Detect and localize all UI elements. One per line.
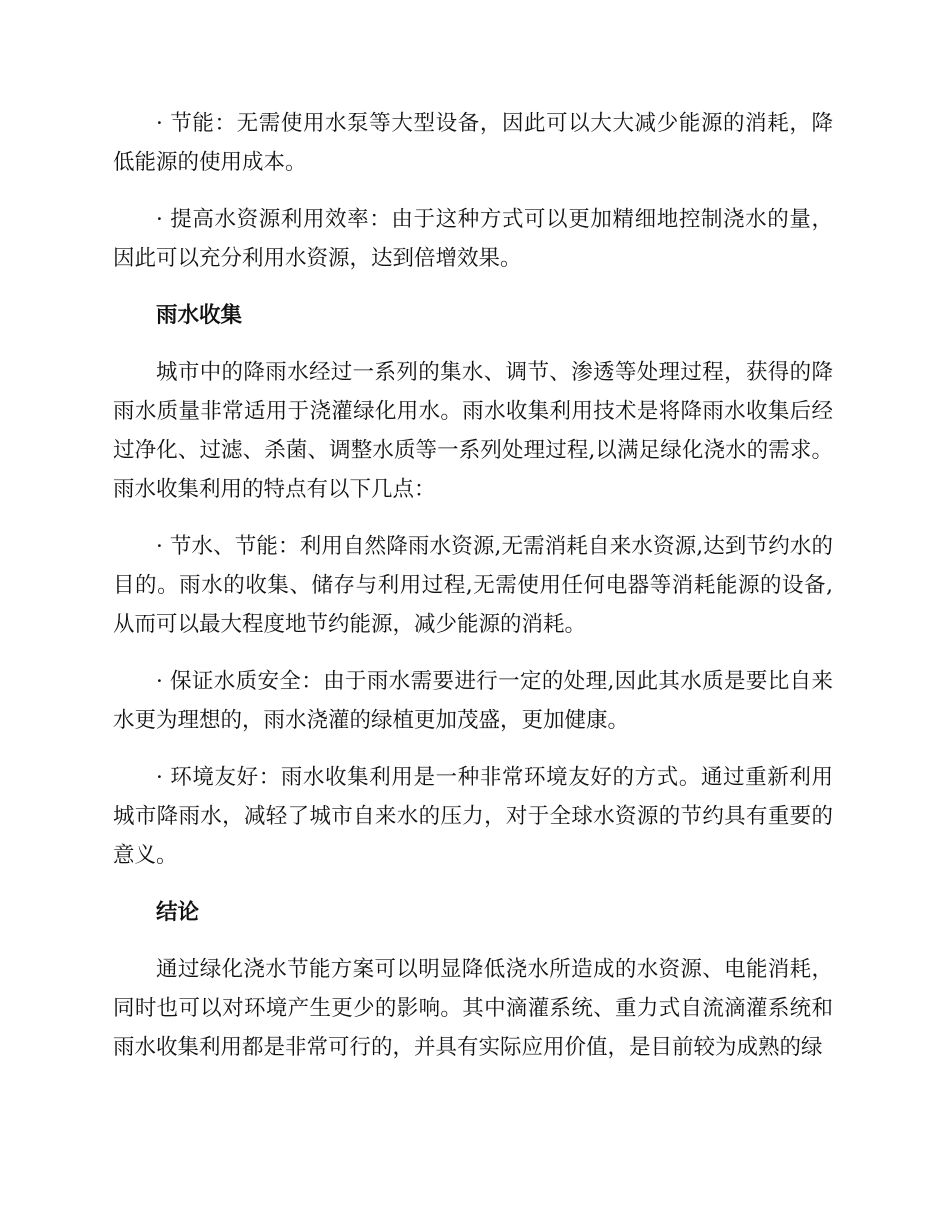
bullet-water-energy-saving: · 节水、节能：利用自然降雨水资源,无需消耗自来水资源,达到节约水的目的。雨水的收集、储存与利用过程,无需使用任何电器等消耗能源的设备,从而可以最大程度地节约能源，减少能源的消耗。 <box>113 534 833 637</box>
bullet-energy-saving: · 节能：无需使用水泵等大型设备，因此可以大大减少能源的消耗，降低能源的使用成本。 <box>113 111 833 175</box>
bullet-environment-friendly: · 环境友好：雨水收集利用是一种非常环境友好的方式。通过重新利用城市降雨水，减轻了城市自来水的压力，对于全球水资源的节约具有重要的意义。 <box>113 765 833 868</box>
bullet-water-quality: · 保证水质安全：由于雨水需要进行一定的处理,因此其水质是要比自来水更为理想的，雨水浇灌的绿植更加茂盛，更加健康。 <box>113 669 833 733</box>
document-page <box>113 104 833 1067</box>
section-heading-rainwater: 雨水收集 <box>156 303 243 328</box>
section-heading-conclusion: 结论 <box>156 900 200 925</box>
bullet-water-efficiency: · 提高水资源利用效率：由于这种方式可以更加精细地控制浇水的量，因此可以充分利用水资源，达到倍增效果。 <box>113 207 833 271</box>
conclusion-paragraph: 通过绿化浇水节能方案可以明显降低浇水所造成的水资源、电能消耗，同时也可以对环境产生更少的影响。其中滴灌系统、重力式自流滴灌系统和雨水收集利用都是非常可行的，并具有实际应用价值，是目前较为成熟的绿 <box>113 957 833 1060</box>
rainwater-intro-paragraph: 城市中的降雨水经过一系列的集水、调节、渗透等处理过程，获得的降雨水质量非常适用于浇灌绿化用水。雨水收集利用技术是将降雨水收集后经过净化、过滤、杀菌、调整水质等一系列处理过程,以满足绿化浇水的需求。雨水收集利用的特点有以下几点： <box>113 360 833 502</box>
